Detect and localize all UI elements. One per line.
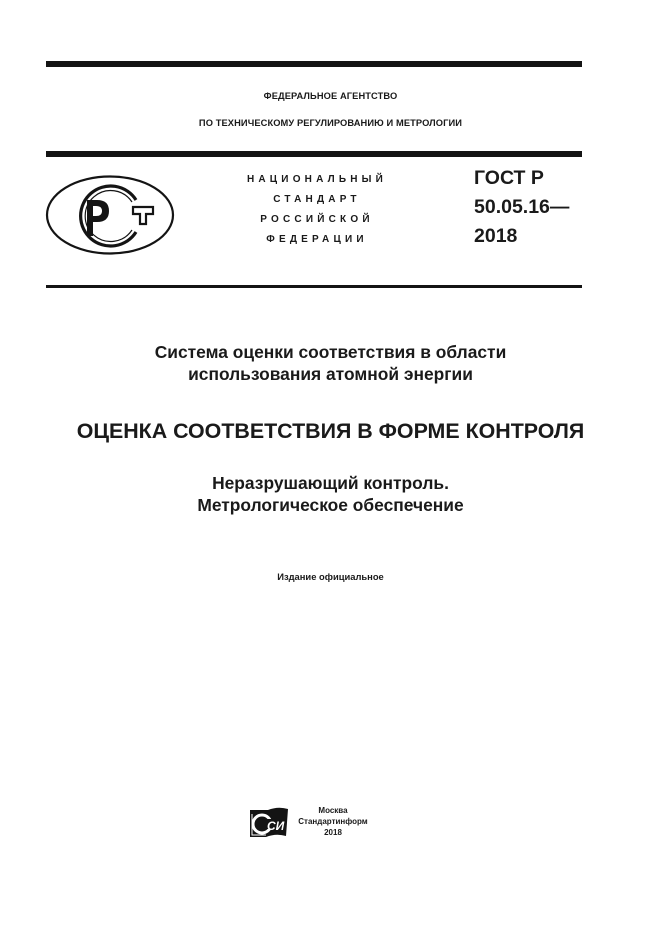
gost-designation-line-3: 2018 [474,225,518,247]
national-standard-line-2: СТАНДАРТ [273,194,361,205]
national-standard-line-3: РОССИЙСКОЙ [260,214,374,225]
agency-line-1: ФЕДЕРАЛЬНОЕ АГЕНТСТВО [263,91,398,101]
national-standard-line-1: НАЦИОНАЛЬНЫЙ [246,174,388,185]
agency-line-2: ПО ТЕХНИЧЕСКОМУ РЕГУЛИРОВАНИЮ И МЕТРОЛОГИИ [198,118,463,128]
gost-designation [474,164,569,251]
national-standard-line-4: ФЕДЕРАЦИИ [266,234,368,245]
series-title [0,341,661,385]
top-rule [46,61,582,67]
rst-certification-logo-icon [45,174,177,256]
middle-rule [46,151,582,157]
gost-designation-line-2: 50.05.16— [474,196,570,218]
publisher-info [296,805,370,838]
publisher-year: 2018 [324,828,342,837]
main-title: ОЦЕНКА СООТВЕТСТВИЯ В ФОРМЕ КОНТРОЛЯ [76,419,585,443]
publisher-name: Стандартинформ [298,817,368,826]
subtitle-line-2: Метрологическое обеспечение [197,495,464,515]
series-title-line-1: Система оценки соответствия в области [154,342,507,362]
publisher-city: Москва [318,806,348,815]
gost-designation-line-1: ГОСТ Р [474,167,544,189]
subtitle-line-1: Неразрушающий контроль. [212,473,449,493]
svg-text:СИ: СИ [267,819,285,833]
national-standard-label [222,170,412,250]
bottom-rule [46,285,582,288]
standartinform-logo-icon [248,806,290,839]
series-title-line-2: использования атомной энергии [188,364,473,384]
subtitle [0,472,661,516]
official-edition-label: Издание официальное [277,571,384,582]
